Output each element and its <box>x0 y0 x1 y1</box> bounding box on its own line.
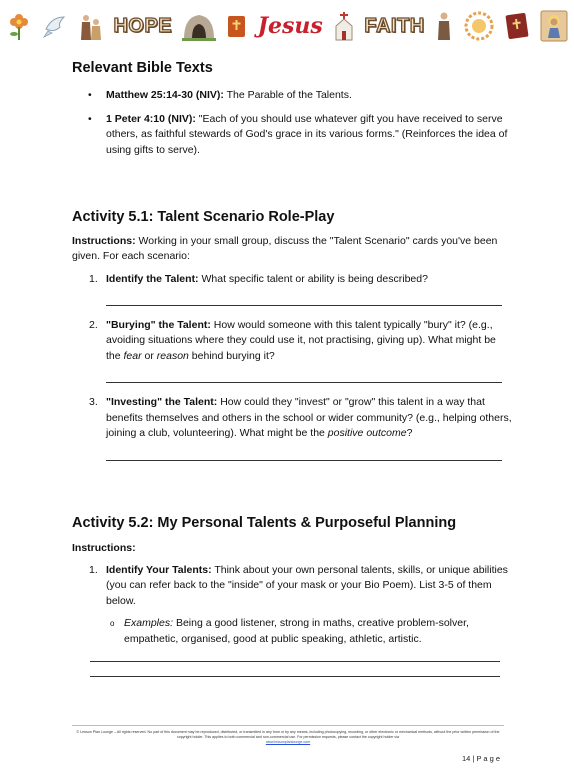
question-burying-talent: 2. "Burying" the Talent: How would someone with this talent typically "bury" it? (e.g., avoiding situations where they could use it, not practising, giving up). What might be the fear or reason behind burying it? <box>89 318 496 362</box>
tomb-icon <box>182 7 216 45</box>
jesus-word: Jesus <box>257 13 323 39</box>
answer-line[interactable] <box>90 676 500 677</box>
bible-text-item <box>72 112 512 159</box>
bible-book-icon <box>226 7 248 45</box>
question-identify-your-talents: 1. Identify Your Talents: Think about your own personal talents, skills, or unique abilities (you can refer back to the "inside" of your mask or your Bio Poem). List 3-5 of them below. <box>89 563 508 607</box>
question-investing-talent: 3. "Investing" the Talent: How could they "invest" or "grow" this talent in a way that benefits themselves and others in the school or wider community? (e.g., helping others, joining a club, volunteering). What might be the positive outcome? <box>89 396 512 439</box>
activity-5-1-heading: Activity 5.1: Talent Scenario Role-Play <box>72 209 335 225</box>
nativity-figures-icon <box>78 7 104 45</box>
answer-line[interactable] <box>90 661 500 662</box>
page-content <box>72 52 512 677</box>
answer-line[interactable] <box>106 460 502 461</box>
activity-5-1-instructions <box>72 234 512 264</box>
website-link[interactable]: www.lessonplanlounge.com <box>265 740 311 744</box>
bible-text-item <box>72 88 512 104</box>
sun-wreath-icon <box>464 7 494 45</box>
dove-icon <box>42 7 68 45</box>
praying-figure-icon <box>434 7 454 45</box>
flower-icon <box>6 7 32 45</box>
instructions-label: Instructions: <box>72 235 136 247</box>
question-identify-talent: 1. Identify the Talent: What specific talent or ability is being described? <box>89 273 428 285</box>
instructions-label: Instructions: <box>72 541 136 554</box>
section-heading-bible-texts: Relevant Bible Texts <box>72 60 213 76</box>
answer-line[interactable] <box>106 382 502 383</box>
copyright-text: © Lesson Plan Lounge – All rights reserved. No part of this document may be reproduced, distributed, or transmitted in any form or by any means, including photocopying, recording, or other electronic or mechanical methods, without the prior written permission of the copyright holder. This applies to both commercial and non-commercial use. For permission requests, please contact the copyright holder via <box>76 730 500 739</box>
header-banner <box>6 6 568 46</box>
bible-text: The Parable of the Talents. <box>223 89 352 101</box>
examples-label: Examples: <box>124 617 174 629</box>
instructions-text: Working in your small group, discuss the "Talent Scenario" cards you've been given. For each scenario: <box>72 235 498 262</box>
examples-item <box>72 616 512 647</box>
religious-portrait-icon <box>540 7 568 45</box>
activity-5-2-heading: Activity 5.2: My Personal Talents & Purposeful Planning <box>72 514 457 531</box>
bible-reference: Matthew 25:14-30 (NIV): <box>106 89 224 101</box>
answer-line[interactable] <box>106 305 502 306</box>
examples-text: Being a good listener, strong in maths, creative problem-solver, empathetic, organised, good at public speaking, athletic, artistic. <box>124 617 469 645</box>
hope-word: HOPE <box>113 14 173 37</box>
bible-reference: 1 Peter 4:10 (NIV): <box>106 112 196 125</box>
holy-bible-icon <box>504 7 530 45</box>
bible-text: "Each of you should use whatever gift you have received to serve others, as faithful stewards of God's grace in its various forms." (Reinforces the idea of using gifts to serve). <box>106 112 508 156</box>
church-icon <box>333 7 355 45</box>
faith-word: FAITH <box>364 14 425 37</box>
page-number: 14 | P a g e <box>462 754 501 763</box>
copyright-footer <box>72 725 504 745</box>
activity-5-2-instructions <box>72 541 512 556</box>
